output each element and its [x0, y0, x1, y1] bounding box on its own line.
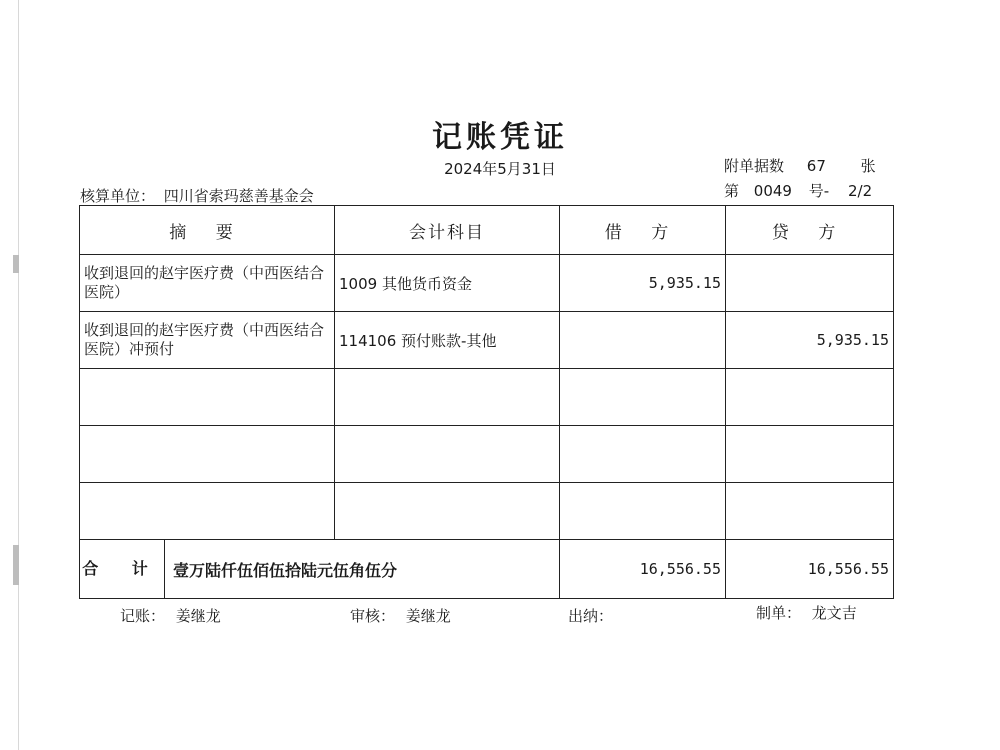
total-amount-words: 壹万陆仟伍佰伍拾陆元伍角伍分 — [173, 560, 398, 580]
voucher-table — [79, 205, 894, 599]
attachments-label: 附单据数 — [724, 157, 785, 175]
row-account: 1009 其他货币资金 — [335, 255, 560, 312]
header-debit: 借 方 — [560, 206, 726, 255]
reviewer-label: 审核： — [350, 607, 396, 625]
accounting-unit — [80, 185, 314, 206]
row-account — [335, 483, 560, 540]
attachments-count: 67 — [806, 157, 826, 175]
voucher-prefix: 第 — [724, 182, 740, 200]
attachments-info — [724, 155, 876, 176]
row-summary — [80, 369, 335, 426]
binding-mark — [13, 255, 19, 273]
voucher-title: 记账凭证 — [432, 120, 568, 155]
total-debit: 16,556.55 — [560, 540, 726, 599]
row-account — [335, 426, 560, 483]
binding-mark — [13, 545, 19, 585]
footer-preparer — [756, 602, 857, 623]
table-row — [80, 369, 894, 426]
row-debit — [560, 369, 726, 426]
attachments-unit: 张 — [860, 157, 876, 175]
row-credit — [726, 369, 894, 426]
footer-cashier — [568, 605, 619, 626]
row-account: 114106 预付账款-其他 — [335, 312, 560, 369]
total-row — [80, 540, 894, 599]
total-credit: 16,556.55 — [726, 540, 894, 599]
table-row — [80, 483, 894, 540]
table-row — [80, 312, 894, 369]
table-row — [80, 426, 894, 483]
row-account — [335, 369, 560, 426]
voucher-number: 0049 — [753, 182, 792, 200]
row-debit: 5,935.15 — [560, 255, 726, 312]
row-credit — [726, 483, 894, 540]
voucher-number-info — [724, 180, 872, 201]
unit-label: 核算单位： — [80, 187, 156, 205]
row-credit: 5,935.15 — [726, 312, 894, 369]
row-summary: 收到退回的赵宇医疗费（中西医结合医院）冲预付 — [80, 312, 335, 369]
table-header-row — [80, 206, 894, 255]
cashier-label: 出纳： — [568, 607, 614, 625]
total-label: 合 计 — [80, 540, 165, 598]
unit-name: 四川省索玛慈善基金会 — [163, 187, 314, 205]
row-credit — [726, 255, 894, 312]
row-credit — [726, 426, 894, 483]
header-credit: 贷 方 — [726, 206, 894, 255]
row-summary: 收到退回的赵宇医疗费（中西医结合医院） — [80, 255, 335, 312]
total-cell — [80, 540, 560, 599]
preparer-label: 制单： — [756, 604, 802, 622]
preparer-name: 龙文吉 — [811, 604, 857, 622]
footer-bookkeeper — [120, 605, 221, 626]
row-debit — [560, 426, 726, 483]
voucher-suffix: 号- — [808, 182, 830, 200]
bookkeeper-label: 记账： — [120, 607, 166, 625]
row-debit — [560, 312, 726, 369]
voucher-date: 2024年5月31日 — [444, 160, 556, 178]
header-summary: 摘 要 — [80, 206, 335, 255]
header-account: 会计科目 — [335, 206, 560, 255]
row-summary — [80, 426, 335, 483]
bookkeeper-name: 姜继龙 — [175, 607, 221, 625]
voucher-page: 2/2 — [847, 182, 873, 200]
row-summary — [80, 483, 335, 540]
row-debit — [560, 483, 726, 540]
footer-reviewer — [350, 605, 451, 626]
table-row — [80, 255, 894, 312]
reviewer-name: 姜继龙 — [405, 607, 451, 625]
